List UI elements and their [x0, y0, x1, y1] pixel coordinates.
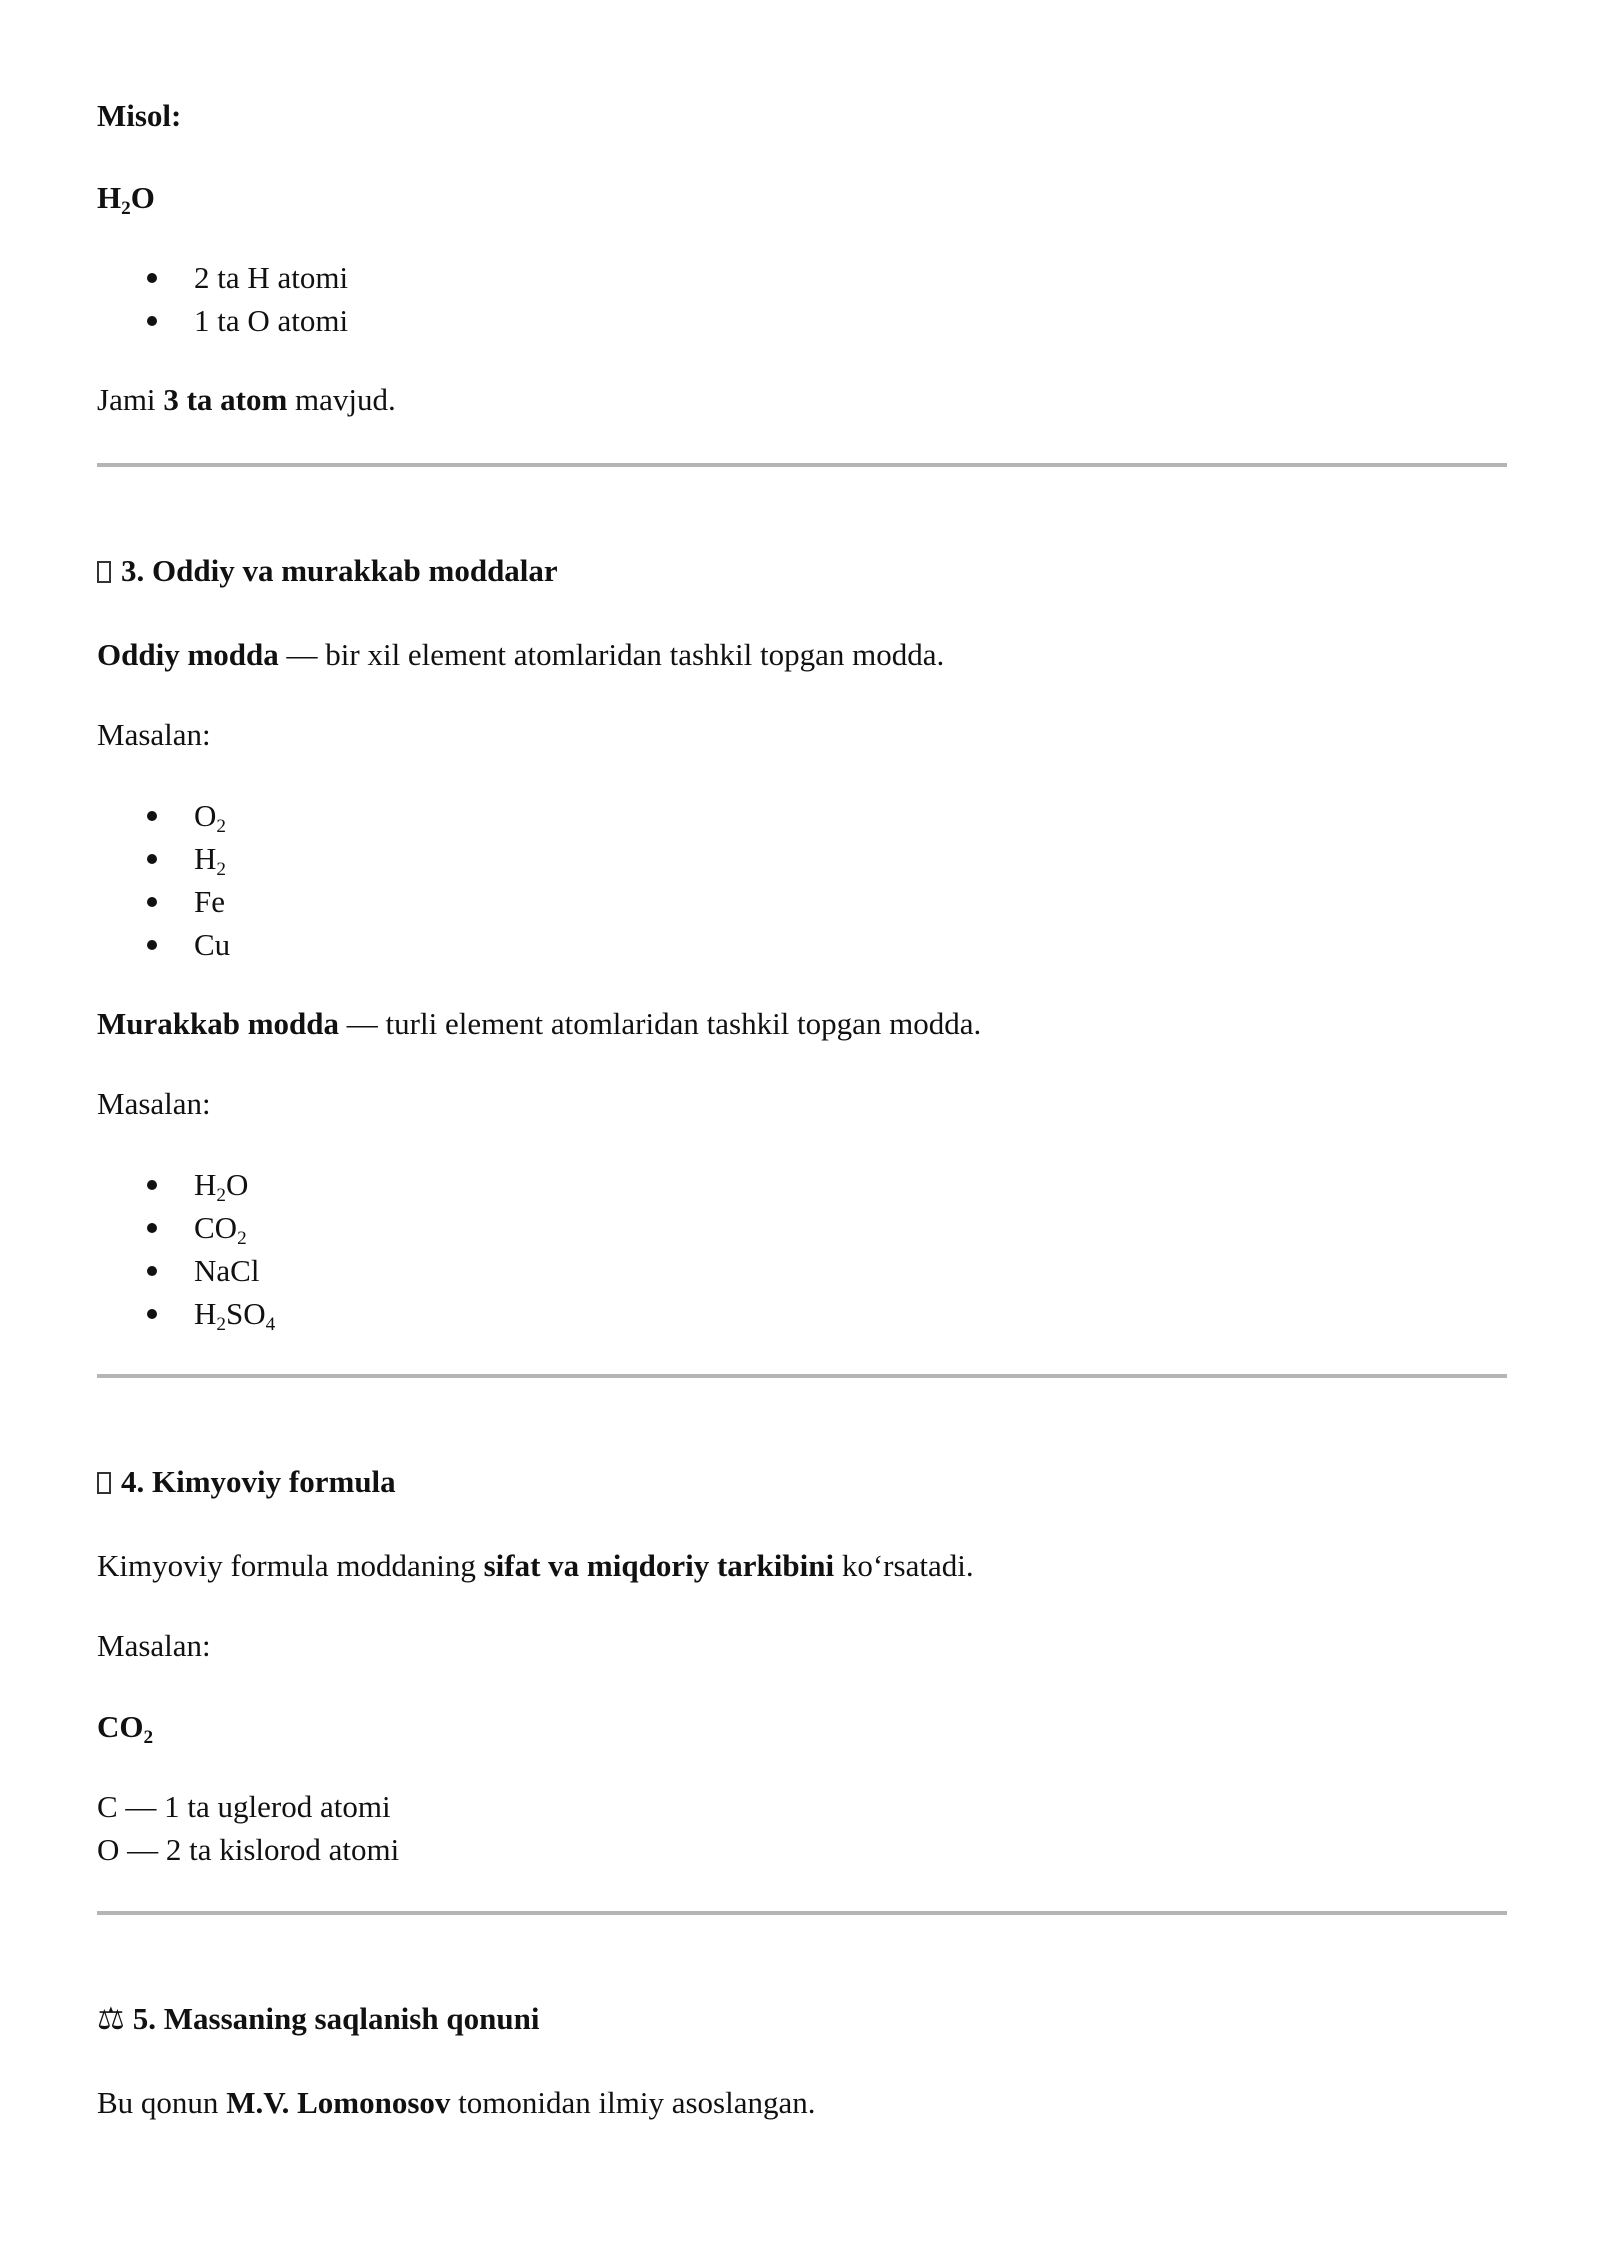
missing-glyph-icon: [97, 561, 111, 583]
complex-substance-list: [97, 1167, 275, 1339]
section-divider: [97, 1911, 1507, 1915]
masalan-label: Masalan:: [97, 1086, 211, 1121]
list-item: $H_2SO_4$: [97, 1296, 275, 1339]
breakdown-line: O — 2 ta kislorod atomi: [97, 1832, 400, 1867]
list-item: Fe: [97, 884, 230, 927]
section-divider: [97, 463, 1507, 467]
bullet-icon: [147, 273, 157, 283]
formula-breakdown: [97, 1789, 399, 1875]
bullet-icon: [147, 940, 157, 950]
list-item: 1 ta O atomi: [97, 303, 348, 346]
misol-total: Jami 3 ta atom mavjud.: [97, 382, 396, 417]
masalan-label: Masalan:: [97, 1628, 211, 1663]
misol-atom-list: [97, 260, 348, 346]
bullet-icon: [147, 854, 157, 864]
masalan-label: Masalan:: [97, 717, 211, 752]
murakkab-modda-definition: Murakkab modda — turli element atomlaridan tashkil topgan modda.: [97, 1006, 982, 1041]
list-item: $O_2$: [97, 798, 230, 841]
lomonosov-statement: Bu qonun M.V. Lomonosov tomonidan ilmiy asoslangan.: [97, 2085, 816, 2120]
bullet-icon: [147, 897, 157, 907]
breakdown-line: C — 1 ta uglerod atomi: [97, 1789, 391, 1824]
bullet-icon: [147, 1309, 157, 1319]
section-4-heading: 4. Kimyoviy formula: [97, 1464, 396, 1500]
bullet-icon: [147, 1180, 157, 1190]
example-formula: $CO_2$: [97, 1709, 154, 1748]
oddiy-modda-definition: Oddiy modda — bir xil element atomlaridan tashkil topgan modda.: [97, 637, 945, 672]
list-item: $CO_2$: [97, 1210, 275, 1253]
formula-description: Kimyoviy formula moddaning sifat va miqdoriy tarkibini ko‘rsatadi.: [97, 1548, 974, 1583]
bullet-icon: [147, 316, 157, 326]
section-3-heading: 3. Oddiy va murakkab moddalar: [97, 553, 558, 589]
scales-icon: ⚖: [97, 2001, 125, 2036]
bullet-icon: [147, 811, 157, 821]
list-item: NaCl: [97, 1253, 275, 1296]
bullet-icon: [147, 1223, 157, 1233]
missing-glyph-icon: [97, 1472, 111, 1494]
bullet-icon: [147, 1266, 157, 1276]
list-item: 2 ta H atomi: [97, 260, 348, 303]
section-divider: [97, 1374, 1507, 1378]
simple-substance-list: [97, 798, 230, 970]
list-item: $H_2$: [97, 841, 230, 884]
misol-label: Misol:: [97, 98, 182, 133]
list-item: Cu: [97, 927, 230, 970]
list-item: $H_2O$: [97, 1167, 275, 1210]
misol-formula: $H_2O$: [97, 180, 155, 219]
section-5-heading: ⚖ 5. Massaning saqlanish qonuni: [97, 2001, 540, 2036]
